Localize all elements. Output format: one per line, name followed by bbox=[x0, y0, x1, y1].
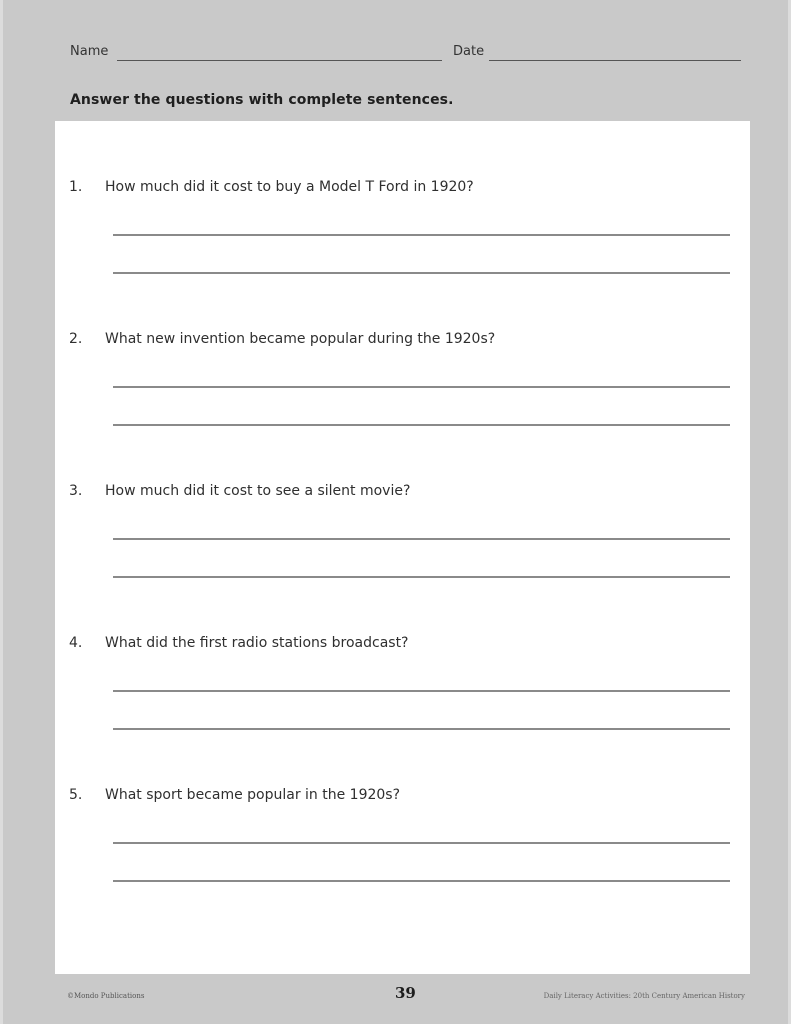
question-5 bbox=[69, 787, 730, 907]
question-number: 4. bbox=[69, 635, 83, 651]
book-title: Daily Literacy Activities: 20th Century American History bbox=[543, 992, 745, 1000]
question-1 bbox=[69, 179, 730, 299]
publisher-credit: ©Mondo Publications bbox=[67, 992, 145, 1000]
instructions: Answer the questions with complete sentences. bbox=[70, 92, 454, 108]
question-text: What sport became popular in the 1920s? bbox=[105, 787, 401, 803]
answer-line bbox=[113, 272, 730, 274]
question-3 bbox=[69, 483, 730, 603]
question-number: 2. bbox=[69, 331, 83, 347]
header-row bbox=[70, 44, 741, 66]
question-2 bbox=[69, 331, 730, 451]
name-line bbox=[117, 60, 442, 61]
answer-line bbox=[113, 576, 730, 578]
answer-line bbox=[113, 386, 730, 388]
page-edge-left bbox=[0, 0, 3, 1024]
answer-line bbox=[113, 424, 730, 426]
answer-line bbox=[113, 728, 730, 730]
answer-line bbox=[113, 234, 730, 236]
page-footer bbox=[55, 982, 750, 1012]
answer-line bbox=[113, 538, 730, 540]
date-line bbox=[489, 60, 741, 61]
question-text: What new invention became popular during the 1920s? bbox=[105, 331, 496, 347]
question-4 bbox=[69, 635, 730, 755]
answer-line bbox=[113, 842, 730, 844]
answer-line bbox=[113, 880, 730, 882]
question-text: How much did it cost to buy a Model T Ford in 1920? bbox=[105, 179, 474, 195]
question-number: 3. bbox=[69, 483, 83, 499]
name-label: Name bbox=[70, 44, 109, 59]
answer-line bbox=[113, 690, 730, 692]
page-number: 39 bbox=[395, 984, 416, 1002]
worksheet-panel bbox=[55, 121, 750, 974]
question-number: 5. bbox=[69, 787, 83, 803]
question-text: What did the first radio stations broadcast? bbox=[105, 635, 409, 651]
question-text: How much did it cost to see a silent movie? bbox=[105, 483, 411, 499]
question-number: 1. bbox=[69, 179, 83, 195]
date-label: Date bbox=[453, 44, 485, 59]
